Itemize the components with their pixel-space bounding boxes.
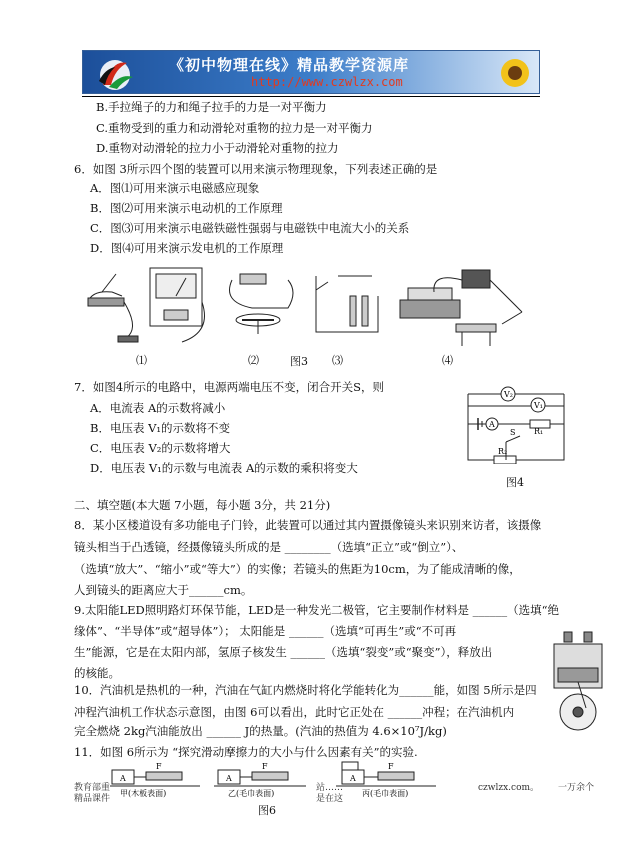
q11-stem: 11．如图 6所示为 “探究滑动摩擦力的大小与什么因素有关”的实验. [74, 745, 418, 759]
q10-line-3: 完全燃烧 2kg汽油能放出 ______ J的热量。(汽油的热值为 4.6×10⁷J/kg) [74, 724, 447, 738]
footer-right: 一万余个 [558, 783, 595, 793]
figure-6-drawings [110, 760, 440, 800]
fig6-force-label-3: F [388, 762, 394, 771]
fig6-caption: 图6 [258, 804, 276, 817]
circuit-label-a: A [489, 420, 495, 429]
q8-line-1: 8．某小区楼道设有多功能电子门铃，此装置可以通过其内置摄像镜头来识别来访者，该摄像 [74, 518, 542, 532]
q7-stem: 7．如图4所示的电路中，电源两端电压不变，闭合开关S，则 [74, 380, 385, 394]
q7-option-a: A．电流表 A的示数将减小 [90, 401, 226, 415]
fig3-label-4: ⑷ [442, 354, 453, 367]
fig3-label-3: ⑶ [332, 354, 343, 367]
q6-option-d: D．图⑷可用来演示发电机的工作原理 [90, 241, 284, 255]
q8-line-2: 镜头相当于凸透镜，经摄像镜头所成的是 ________（选填“正立”或“倒立”）、 [74, 540, 464, 554]
q9-line-1: 9.太阳能LED照明路灯环保节能，LED是一种发光二极管，它主要制作材料是 ______（选填“绝 [74, 603, 560, 617]
q7-option-d: D．电压表 V₁的示数与电流表 A的示数的乘积将变大 [90, 461, 358, 475]
fig6-force-label-1: F [156, 762, 162, 771]
footer-middle-2: 是在这 [316, 794, 344, 804]
q9-line-4: 的核能。 [74, 666, 120, 680]
q7-option-b: B．电压表 V₁的示数将不变 [90, 421, 231, 435]
q5-option-d: D.重物对动滑轮的拉力小于动滑轮对重物的拉力 [96, 141, 339, 155]
q8-line-3: （选填“放大”、“缩小”或“等大”）的实像；若镜头的焦距为10cm，为了能成清晰的像， [74, 562, 521, 576]
q5-option-c: C.重物受到的重力和动滑轮对重物的拉力是一对平衡力 [96, 121, 373, 135]
q10-line-2: 冲程汽油机工作状态示意图，由图 6可以看出，此时它正处在 ______冲程；在汽油机内 [74, 705, 515, 719]
fig6-label-yi: 乙(毛巾表面) [228, 789, 275, 798]
fig3-3-electromagnet [316, 276, 378, 332]
circuit-label-v2: V₂ [504, 390, 513, 399]
header-banner [82, 50, 540, 94]
banner-title: 《初中物理在线》精品教学资源库 [169, 56, 410, 74]
fig6-block-label-3: A [350, 774, 356, 783]
circuit-label-r1: R₁ [534, 427, 544, 436]
fig3-2-oersted [230, 274, 294, 334]
header-rule [82, 96, 540, 97]
footer-left-2: 精品课件 [74, 794, 111, 804]
figure-3-drawings [82, 262, 552, 352]
footer-middle: 站…… [316, 783, 344, 793]
fig3-label-2: ⑵ [248, 354, 259, 367]
circuit-label-r2: R₂ [498, 447, 508, 456]
q6-stem: 6．如图 3所示四个图的装置可以用来演示物理现象，下列表述正确的是 [74, 162, 438, 176]
q6-option-a: A．图⑴可用来演示电磁感应现象 [90, 181, 260, 195]
figure-4-circuit [462, 384, 572, 464]
q10-line-1: 10．汽油机是热机的一种，汽油在气缸内燃烧时将化学能转化为______能，如图 5所示是四 [74, 683, 537, 697]
section-2-heading: 二、填空题(本大题 7小题，每小题 3分，共 21分) [74, 498, 331, 512]
logo-icon [85, 51, 155, 94]
fig6-block-label-1: A [120, 774, 126, 783]
q6-option-b: B．图⑵可用来演示电动机的工作原理 [90, 201, 283, 215]
footer-url[interactable]: czwlzx.com。 [478, 783, 540, 793]
fig3-caption: 图3 [290, 355, 308, 368]
q6-option-c: C．图⑶可用来演示电磁铁磁性强弱与电磁铁中电流大小的关系 [90, 221, 410, 235]
fig3-4-motor [400, 270, 522, 346]
fig3-1-galvanometer [88, 268, 205, 342]
q9-line-3: 生”能源，它是在太阳内部，氢原子核发生 ______（选填“裂变”或“聚变”），释放出 [74, 645, 493, 659]
fig6-block-label-2: A [226, 774, 232, 783]
fig6-label-bing: 丙(毛巾表面) [362, 789, 409, 798]
q8-line-4: 人到镜头的距离应大于______cm。 [74, 583, 253, 597]
sunflower-icon [487, 51, 539, 94]
figure-5-engine [548, 628, 612, 738]
circuit-label-s: S [510, 428, 516, 437]
banner-url[interactable]: http://www.czwlzx.com [251, 75, 403, 89]
footer-left-1: 教育部重 [74, 783, 111, 793]
fig6-force-label-2: F [262, 762, 268, 771]
fig3-label-1: ⑴ [136, 354, 147, 367]
q9-line-2: 缘体”、“半导体”或“超导体”）； 太阳能是 ______（选填“可再生”或“不可再 [74, 624, 457, 638]
circuit-label-v1: V₁ [534, 401, 543, 410]
q5-option-b: B.手拉绳子的力和绳子拉手的力是一对平衡力 [96, 100, 327, 114]
q7-option-c: C．电压表 V₂的示数将增大 [90, 441, 231, 455]
fig4-caption: 图4 [506, 476, 524, 489]
fig6-label-jia: 甲(木板表面) [120, 789, 167, 798]
